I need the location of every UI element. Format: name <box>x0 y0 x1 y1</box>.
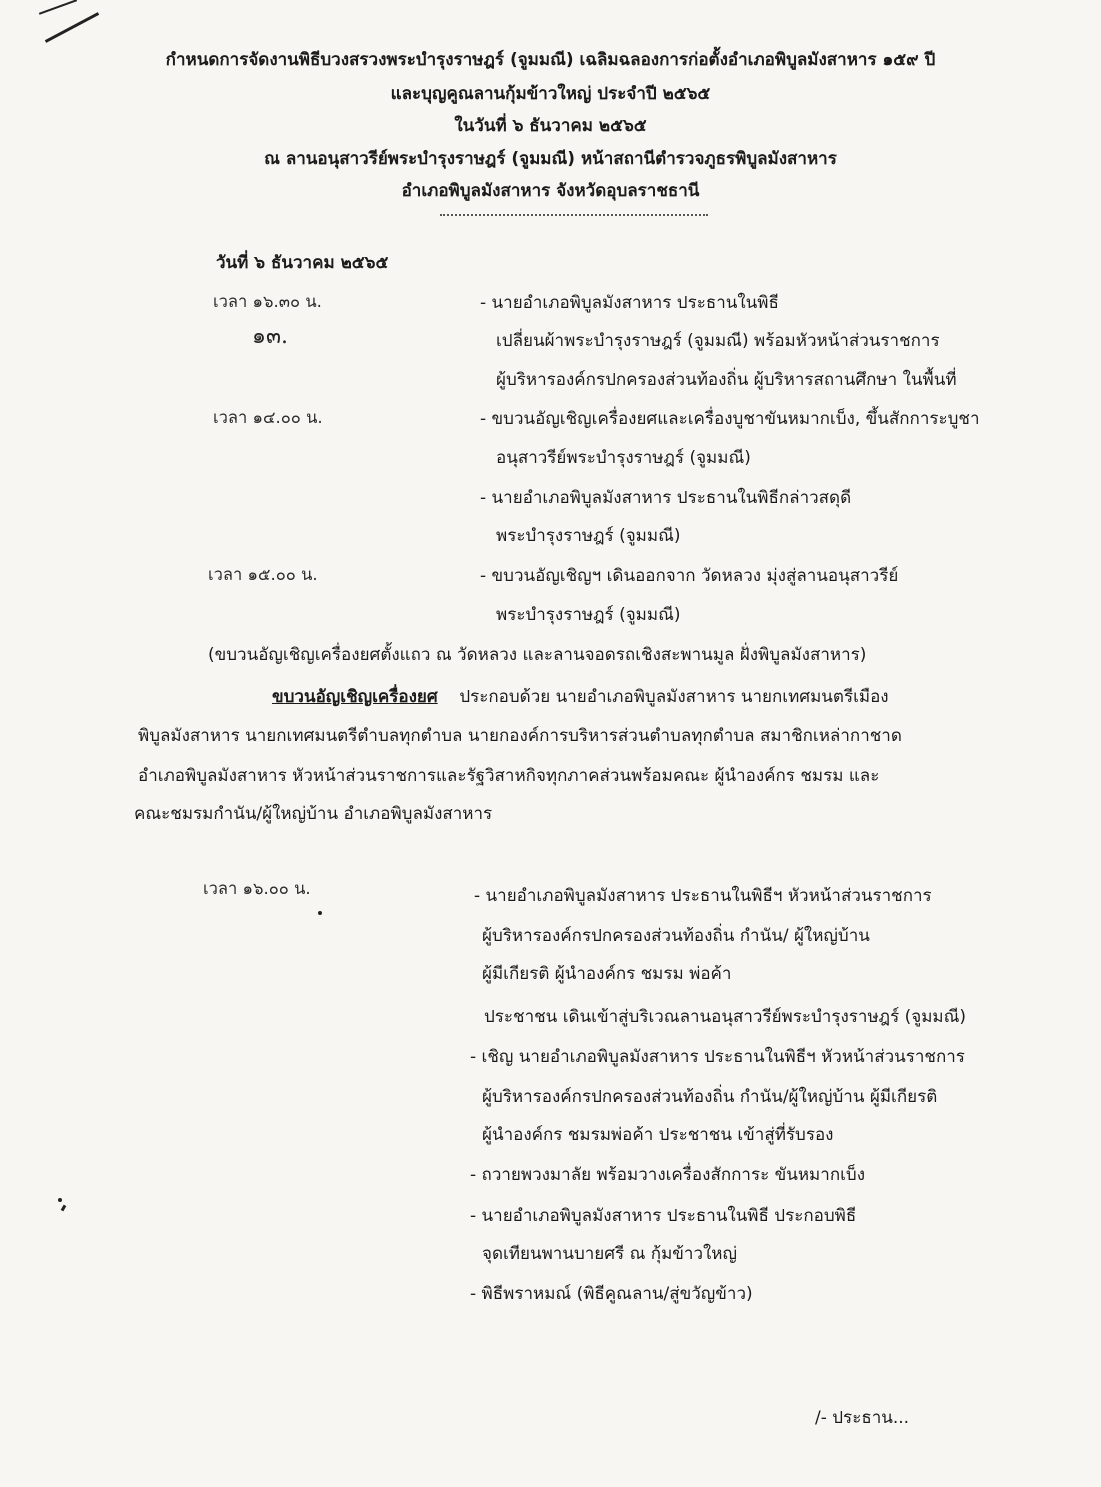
time-label-4: เวลา ๑๖.๐๐ น. <box>203 879 311 898</box>
header-line-4: ณ ลานอนุสาวรีย์พระบำรุงราษฎร์ (จูมมณี) หน้าสถานีตำรวจภูธรพิบูลมังสาหาร <box>264 149 837 169</box>
time-label-2: เวลา ๑๔.๐๐ น. <box>213 408 323 427</box>
t4-line-3: ผู้มีเกียรติ ผู้นำองค์กร ชมรม พ่อค้า <box>482 964 732 984</box>
t1-line-1: - นายอำเภอพิบูลมังสาหาร ประธานในพิธี <box>480 293 779 313</box>
procession-line-1-text: ประกอบด้วย นายอำเภอพิบูลมังสาหาร นายกเทศมนตรีเมือง <box>459 687 889 707</box>
t2-line-4: พระบำรุงราษฎร์ (จูมมณี) <box>496 526 681 546</box>
pen-stroke-mark <box>45 12 99 43</box>
ink-dot <box>61 1205 67 1212</box>
procession-note: (ขบวนอัญเชิญเครื่องยศตั้งแถว ณ วัดหลวง และลานจอดรถเชิงสะพานมูล ฝั่งพิบูลมังสาหาร) <box>208 645 867 665</box>
t3-line-2: พระบำรุงราษฎร์ (จูมมณี) <box>496 605 681 625</box>
procession-heading: ขบวนอัญเชิญเครื่องยศ <box>272 687 438 707</box>
t4-line-10: จุดเทียนพานบายศรี ณ กุ้มข้าวใหญ่ <box>482 1244 737 1264</box>
t4-line-11: - พิธีพราหมณ์ (พิธีคูณลาน/สู่ขวัญข้าว) <box>470 1284 753 1304</box>
t4-line-4: ประชาชน เดินเข้าสู่บริเวณลานอนุสาวรีย์พระบำรุงราษฎร์ (จูมมณี) <box>484 1007 967 1027</box>
procession-line-2: พิบูลมังสาหาร นายกเทศมนตรีตำบลทุกตำบล นายกองค์การบริหารส่วนตำบลทุกตำบล สมาชิกเหล่ากาชาด <box>138 726 902 746</box>
t4-line-2: ผู้บริหารองค์กรปกครองส่วนท้องถิ่น กำนัน/ ผู้ใหญ่บ้าน <box>482 926 870 946</box>
t4-line-7: ผู้นำองค์กร ชมรมพ่อค้า ประชาชน เข้าสู่ที่รับรอง <box>482 1125 834 1145</box>
ink-dot <box>58 1198 62 1202</box>
t4-line-8: - ถวายพวงมาลัย พร้อมวางเครื่องสักการะ ขันหมากเบ็ง <box>470 1165 866 1185</box>
time-label-3: เวลา ๑๕.๐๐ น. <box>208 565 318 584</box>
date-heading: วันที่ ๖ ธันวาคม ๒๕๖๕ <box>216 253 389 273</box>
ink-dot <box>318 911 322 915</box>
t1-line-3: ผู้บริหารองค์กรปกครองส่วนท้องถิ่น ผู้บริหารสถานศึกษา ในพื้นที่ <box>496 370 957 390</box>
t4-line-6: ผู้บริหารองค์กรปกครองส่วนท้องถิ่น กำนัน/ผู้ใหญ่บ้าน ผู้มีเกียรติ <box>482 1087 938 1107</box>
header-divider <box>440 214 708 216</box>
t4-line-9: - นายอำเภอพิบูลมังสาหาร ประธานในพิธี ประกอบพิธี <box>470 1206 857 1226</box>
header-line-1: กำหนดการจัดงานพิธีบวงสรวงพระบำรุงราษฎร์ (จูมมณี) เฉลิมฉลองการก่อตั้งอำเภอพิบูลมังสาหาร ๑๕๙ ปี <box>165 50 936 70</box>
t4-line-5: - เชิญ นายอำเภอพิบูลมังสาหาร ประธานในพิธีฯ หัวหน้าส่วนราชการ <box>470 1047 965 1067</box>
header-line-2: และบุญคูณลานกุ้มข้าวใหญ่ ประจำปี ๒๕๖๕ <box>390 84 711 104</box>
t2-line-1: - ขบวนอัญเชิญเครื่องยศและเครื่องบูชาขันหมากเบ็ง, ขึ้นสักการะบูชา <box>480 409 980 429</box>
t2-line-2: อนุสาวรีย์พระบำรุงราษฎร์ (จูมมณี) <box>496 448 751 468</box>
procession-line-4: คณะชมรมกำนัน/ผู้ใหญ่บ้าน อำเภอพิบูลมังสาหาร <box>134 804 493 824</box>
t2-line-3: - นายอำเภอพิบูลมังสาหาร ประธานในพิธีกล่าวสดุดี <box>480 488 852 508</box>
time-label-1: เวลา ๑๖.๓๐ น. <box>213 292 322 311</box>
t4-line-1: - นายอำเภอพิบูลมังสาหาร ประธานในพิธีฯ หัวหน้าส่วนราชการ <box>474 886 932 906</box>
t3-line-1: - ขบวนอัญเชิญฯ เดินออกจาก วัดหลวง มุ่งสู่ลานอนุสาวรีย์ <box>480 566 899 586</box>
procession-line-3: อำเภอพิบูลมังสาหาร หัวหน้าส่วนราชการและรัฐวิสาหกิจทุกภาคส่วนพร้อมคณะ ผู้นำองค์กร ชมรม และ <box>138 766 880 786</box>
pen-stroke-mark <box>39 0 77 15</box>
header-line-3: ในวันที่ ๖ ธันวาคม ๒๕๖๕ <box>454 116 647 136</box>
t1-line-2: เปลี่ยนผ้าพระบำรุงราษฎร์ (จูมมณี) พร้อมหัวหน้าส่วนราชการ <box>496 331 940 351</box>
handwritten-correction: ๑๓. <box>252 324 288 349</box>
footer-continuation: /- ประธาน... <box>815 1408 910 1428</box>
header-line-5: อำเภอพิบูลมังสาหาร จังหวัดอุบลราชธานี <box>401 181 700 201</box>
procession-line-1 <box>272 683 889 710</box>
